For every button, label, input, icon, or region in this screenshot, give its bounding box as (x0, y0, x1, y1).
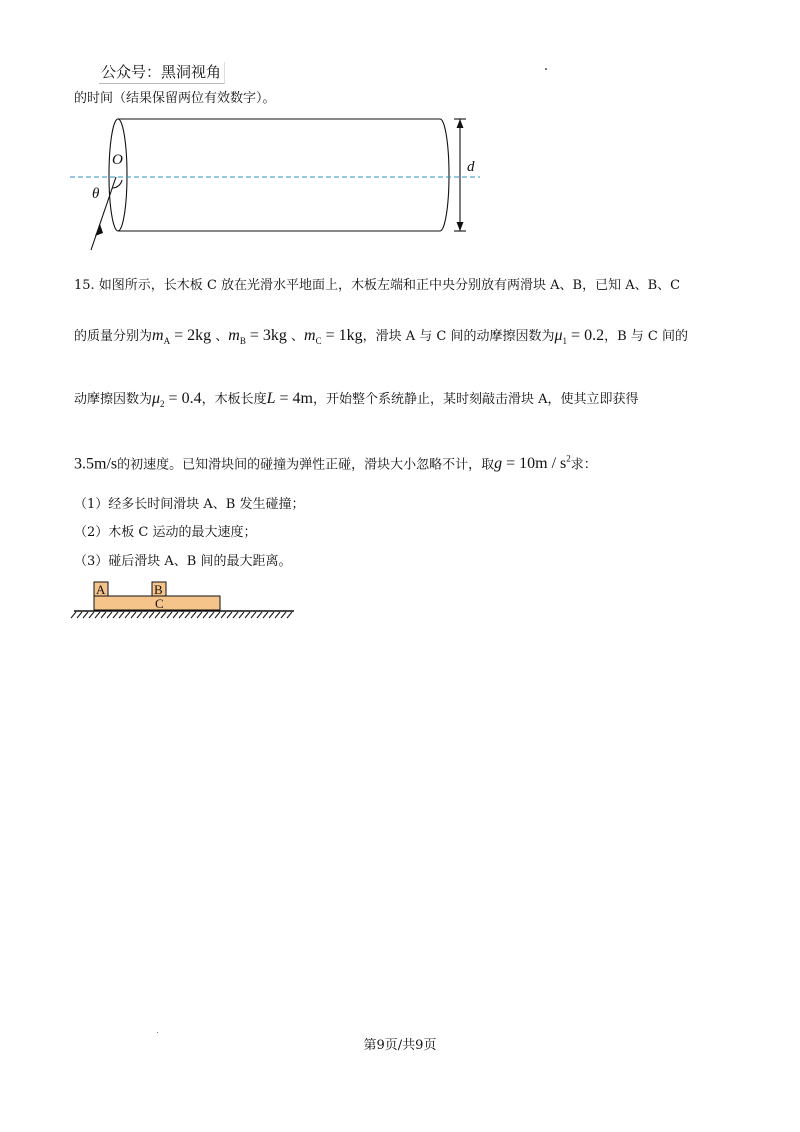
cylinder-left-end (109, 119, 127, 231)
page-footer: 第9页/共9页 (363, 1038, 437, 1053)
cylinder-figure (60, 110, 500, 260)
mass-A: $m_A = 2kg$ (152, 327, 212, 347)
mu1: $\mu_1 = 0.2$ (554, 327, 605, 347)
q15-subquestion-2: （2）木板 C 运动的最大速度； (74, 525, 257, 540)
mass-C: $m_C = 1kg$ (304, 327, 363, 347)
mu2: $\mu_2 = 0.4$ (152, 390, 202, 410)
board-figure (70, 578, 300, 623)
label-B: B (154, 582, 163, 597)
mass-B: $m_B = 3kg$ (228, 327, 287, 347)
gravity: $g = 10m / s^2$ (494, 454, 571, 473)
label-A: A (96, 582, 106, 597)
speck (157, 1032, 158, 1033)
label-d: d (467, 159, 475, 175)
ground-hatching (71, 612, 292, 618)
prev-question-tail: 的时间（结果保留两位有效数字）。 (74, 91, 276, 106)
q15-line1: 15. 如图所示，长木板 C 放在光滑水平地面上，木板左端和正中央分别放有两滑块 A、B，已知 A、B、C (74, 278, 681, 293)
board-length: L = 4m (266, 390, 313, 407)
label-theta: θ (92, 186, 100, 202)
q15-subquestion-1: （1）经多长时间滑块 A、B 发生碰撞； (74, 497, 305, 512)
label-C: C (155, 596, 164, 611)
q15-line4: 3.5m/s的初速度。已知滑块间的碰撞为弹性正碰，滑块大小忽略不计，取$g = 10m / s^2$求： (74, 454, 597, 473)
watermark: 公众号：黑洞视角 (99, 62, 225, 84)
label-O: O (112, 152, 123, 168)
q15-line3: 动摩擦因数为$\mu_2 = 0.4$，木板长度L = 4m，开始整个系统静止，某时刻敲击滑块 A，使其立即获得 (74, 390, 639, 410)
cylinder-right-end (440, 119, 449, 231)
q15-line2: 的质量分别为$m_A = 2kg$ 、$m_B = 3kg$ 、$m_C = 1kg$，滑块 A 与 C 间的动摩擦因数为$\mu_1 = 0.2$，B 与 C 间的 (74, 327, 688, 347)
speck (545, 68, 547, 70)
q15-subquestion-3: （3）碰后滑块 A、B 间的最大距离。 (74, 554, 292, 569)
initial-velocity: 3.5m/s (74, 455, 118, 473)
